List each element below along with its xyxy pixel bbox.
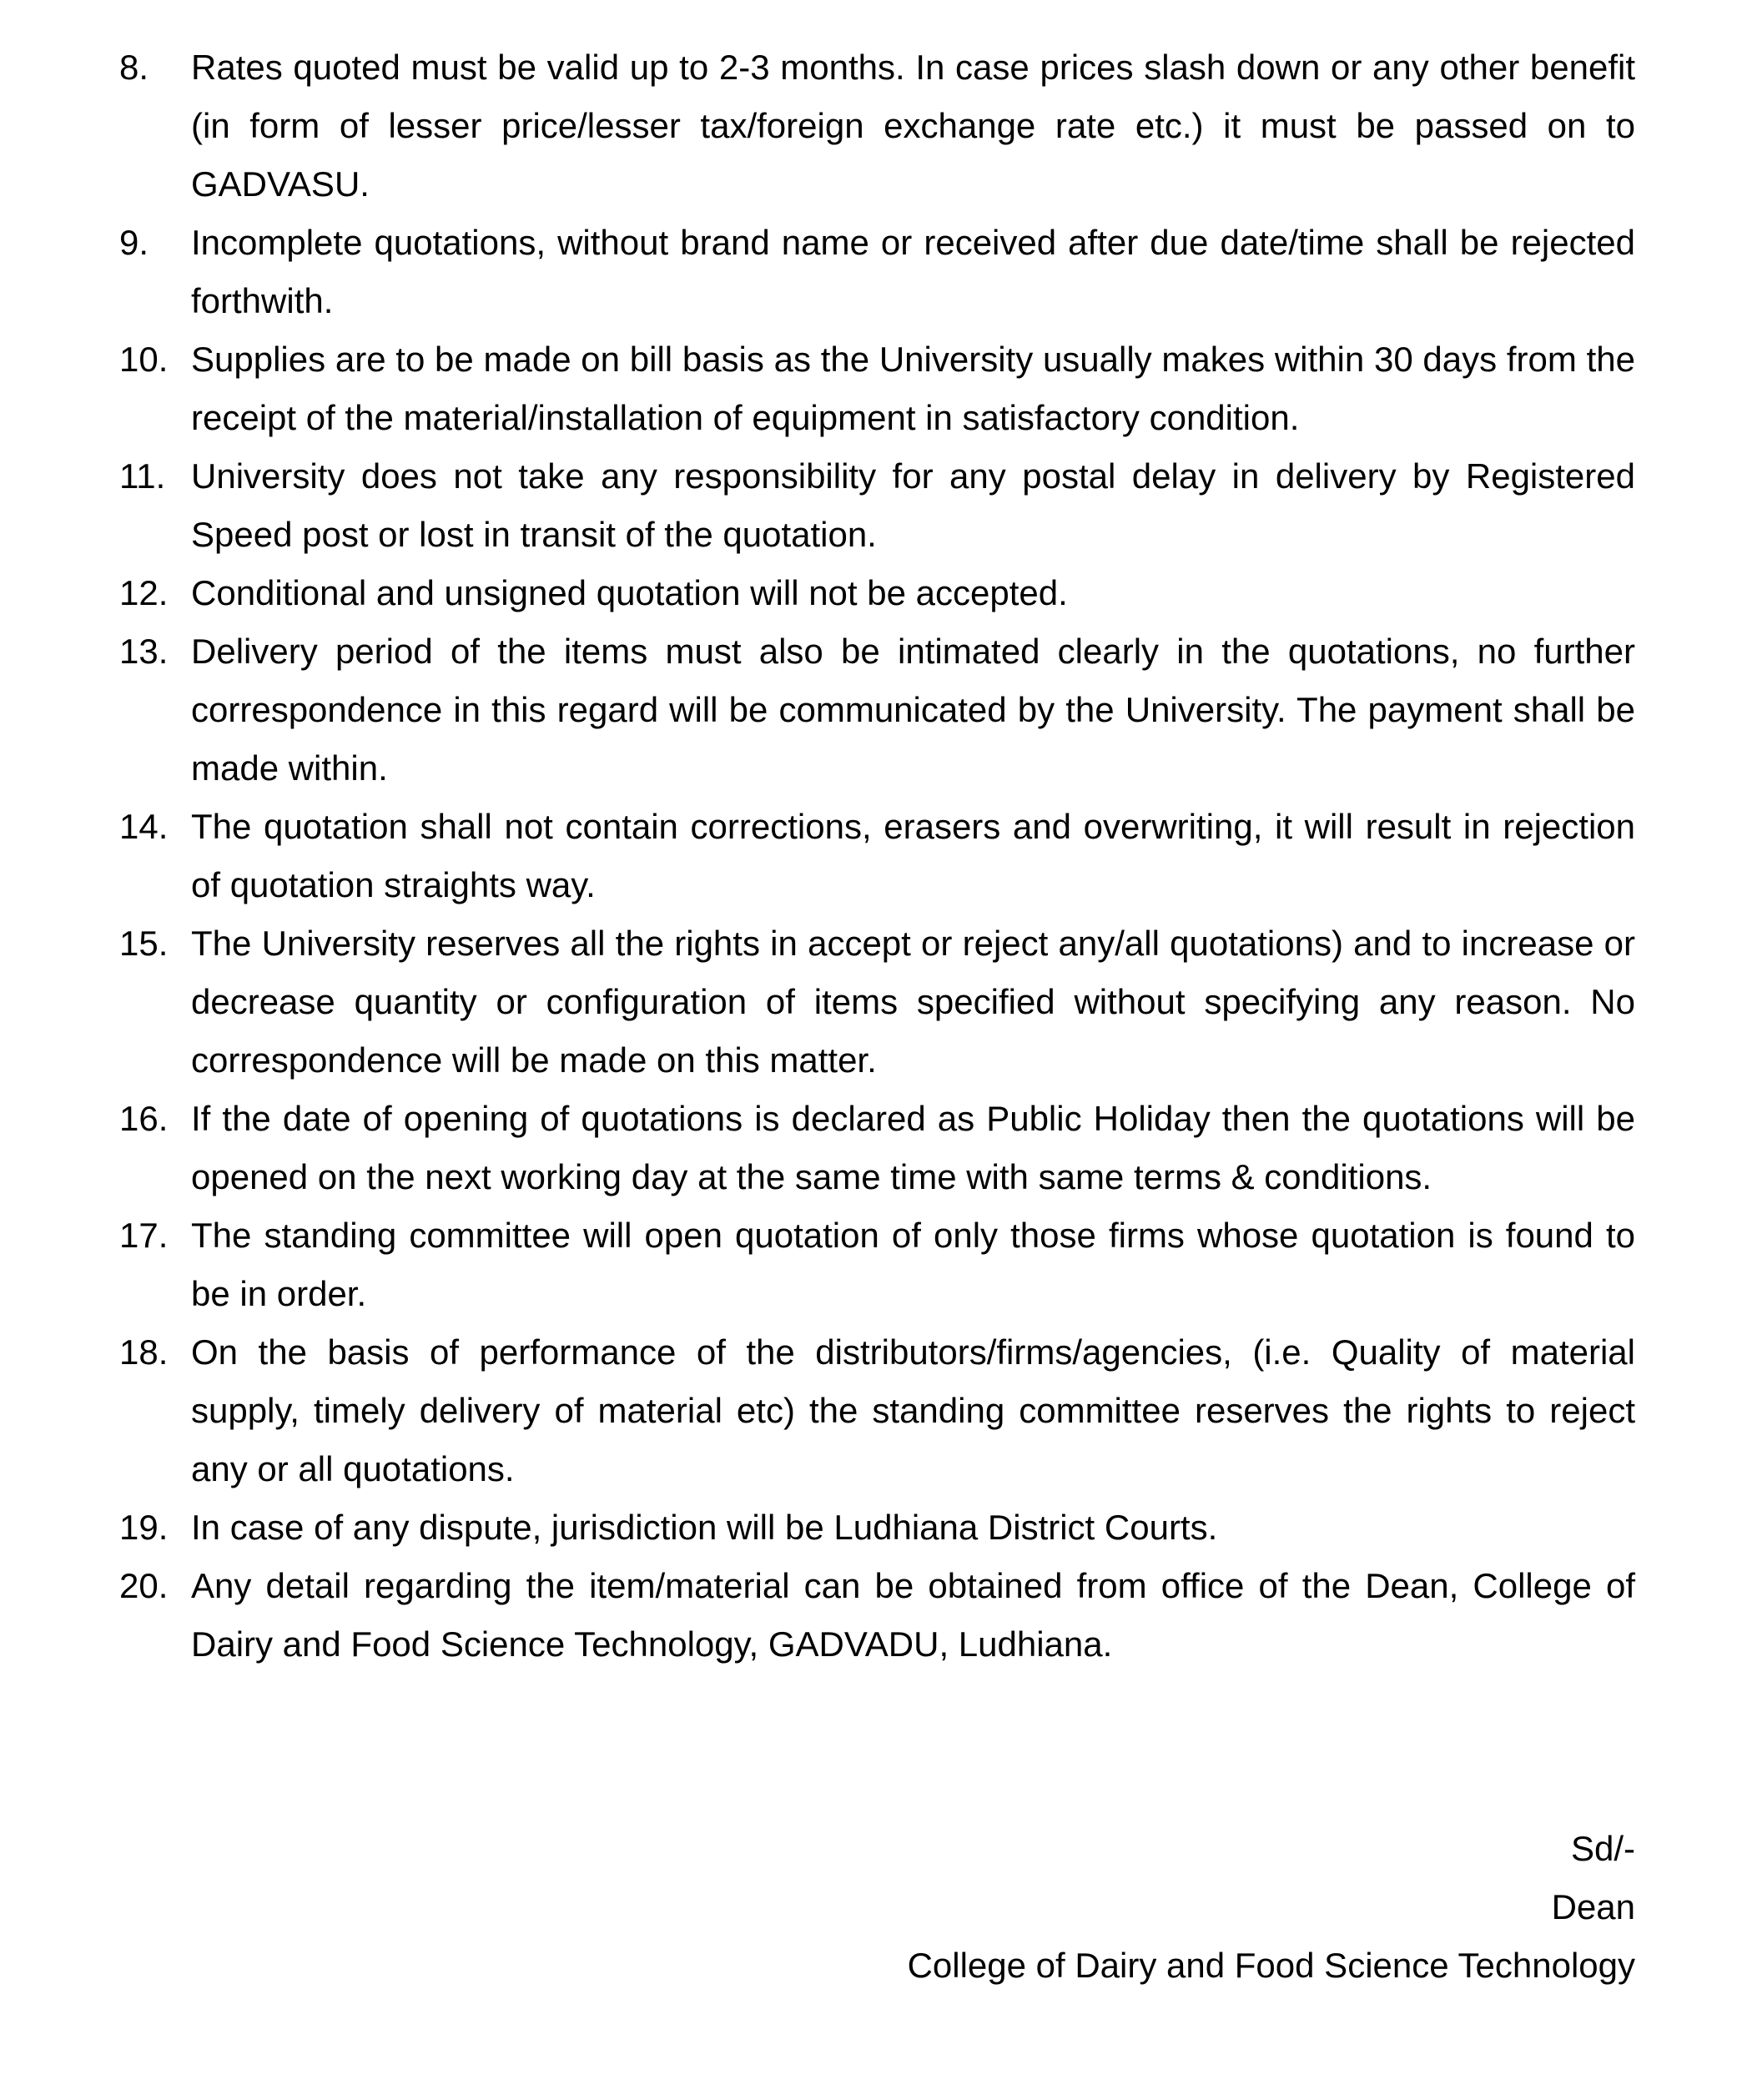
list-item xyxy=(119,447,1635,564)
item-number: 15. xyxy=(119,924,169,963)
list-item xyxy=(119,214,1635,330)
item-number: 18. xyxy=(119,1332,169,1372)
item-number: 10. xyxy=(119,340,169,379)
item-number: 16. xyxy=(119,1099,169,1138)
list-item xyxy=(119,1498,1635,1557)
item-text: Delivery period of the items must also be intimated clearly in the quotations, no further correspondence in this regard will be communicated by the University. The payment shall be made within. xyxy=(191,632,1635,788)
item-number: 8. xyxy=(119,48,149,87)
list-item xyxy=(119,798,1635,914)
item-text: In case of any dispute, jurisdiction will be Ludhiana District Courts. xyxy=(191,1508,1218,1547)
item-text: University does not take any responsibility for any postal delay in delivery by Registered Speed post or lost in transit of the quotation. xyxy=(191,456,1635,554)
signature-sd: Sd/- xyxy=(1570,1829,1635,1868)
list-item xyxy=(119,914,1635,1090)
list-item xyxy=(119,564,1635,622)
item-number: 19. xyxy=(119,1508,169,1547)
list-item xyxy=(119,330,1635,447)
item-text: Supplies are to be made on bill basis as the University usually makes within 30 days from the receipt of the material/installation of equipment in satisfactory condition. xyxy=(191,340,1635,437)
list-item xyxy=(119,1090,1635,1206)
item-text: Incomplete quotations, without brand name or received after due date/time shall be rejected forthwith. xyxy=(191,223,1635,320)
list-item xyxy=(119,1557,1635,1674)
list-item xyxy=(119,1206,1635,1323)
item-text: The University reserves all the rights in accept or reject any/all quotations) and to increase or decrease quantity or configuration of items specified without specifying any reason. No correspondence will be made on this matter. xyxy=(191,924,1635,1080)
item-number: 9. xyxy=(119,223,149,262)
item-number: 12. xyxy=(119,573,169,612)
list-item xyxy=(119,38,1635,214)
item-number: 11. xyxy=(119,456,166,496)
item-text: If the date of opening of quotations is declared as Public Holiday then the quotations will be opened on the next working day at the same time with same terms & conditions. xyxy=(191,1099,1635,1196)
signature-block xyxy=(119,1820,1635,1995)
item-text: The standing committee will open quotation of only those firms whose quotation is found to be in order. xyxy=(191,1216,1635,1313)
item-text: Conditional and unsigned quotation will not be accepted. xyxy=(191,573,1068,612)
item-number: 14. xyxy=(119,807,169,846)
item-text: Rates quoted must be valid up to 2-3 months. In case prices slash down or any other benefit (in form of lesser price/lesser tax/foreign exchange rate etc.) it must be passed on to GADVASU. xyxy=(191,48,1635,204)
item-text: On the basis of performance of the distributors/firms/agencies, (i.e. Quality of material supply, timely delivery of material etc) the standing committee reserves the rights to reject any or all quotations. xyxy=(191,1332,1635,1488)
item-text: Any detail regarding the item/material can be obtained from office of the Dean, College of Dairy and Food Science Technology, GADVADU, Ludhiana. xyxy=(191,1566,1635,1664)
item-number: 17. xyxy=(119,1216,169,1255)
signature-title: Dean xyxy=(1551,1887,1635,1926)
numbered-list xyxy=(119,38,1635,1674)
signature-organization: College of Dairy and Food Science Technology xyxy=(907,1946,1635,1985)
item-number: 13. xyxy=(119,632,169,671)
item-text: The quotation shall not contain corrections, erasers and overwriting, it will result in rejection of quotation straights way. xyxy=(191,807,1635,904)
list-item xyxy=(119,622,1635,798)
list-item xyxy=(119,1323,1635,1498)
item-number: 20. xyxy=(119,1566,169,1605)
